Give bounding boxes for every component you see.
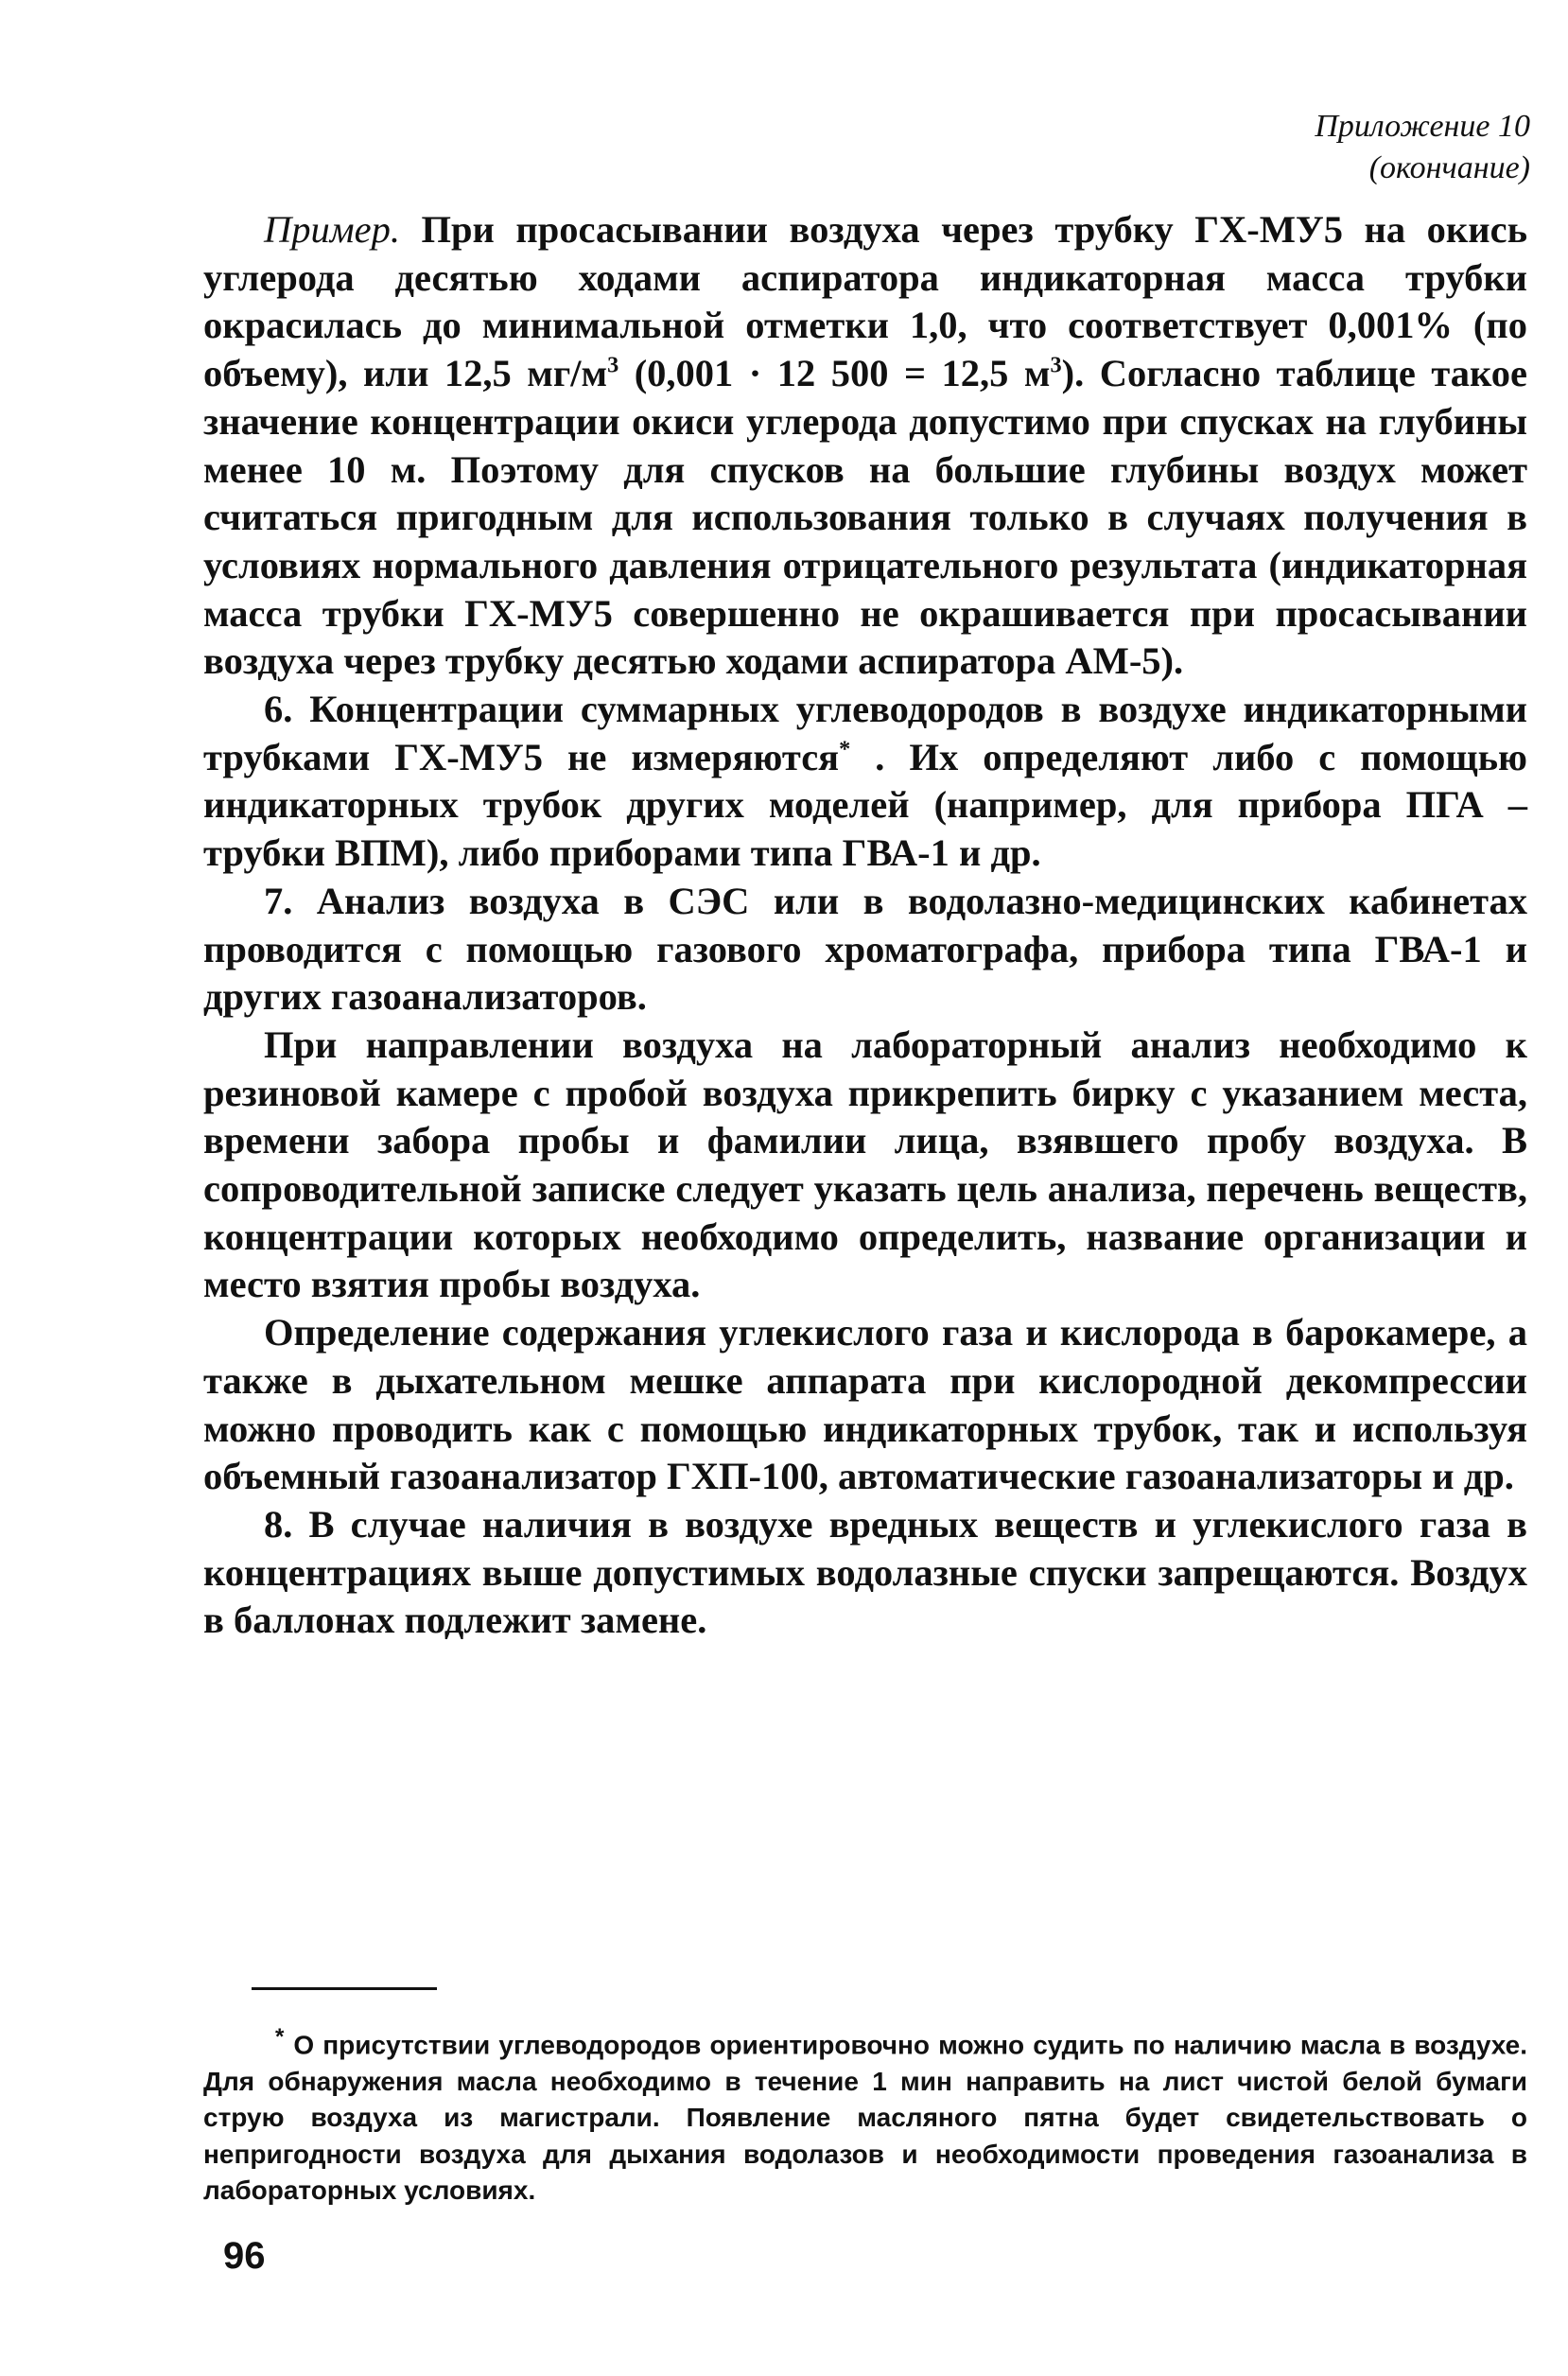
header-appendix: Приложение 10 xyxy=(1315,109,1530,144)
item-7-paragraph: 7. Анализ воздуха в СЭС или в водолазно-медицинских кабинетах проводится с помощью газового хроматографа, прибора типа ГВА-1 и других газоанализаторов. xyxy=(203,879,1527,1019)
example-paragraph xyxy=(203,206,1527,686)
item-6-paragraph xyxy=(203,686,1527,878)
example-text-b: (0,001 · 12 500 = 12,5 м xyxy=(618,352,1051,395)
example-sup-b: 3 xyxy=(1050,352,1062,378)
item-6-text-b: . Их определяют либо с помощью индикаторных трубок других моделей (например, для прибора ПГА – трубки ВПМ), либо приборами типа ГВА-1 и др. xyxy=(203,735,1527,875)
item-8-paragraph: 8. В случае наличия в воздухе вредных веществ и углекислого газа в концентрациях выше допустимых водолазные спуски запрещаются. Воздух в баллонах подлежит замене. xyxy=(203,1502,1527,1642)
footnote-rule xyxy=(252,1987,437,1990)
footnote xyxy=(203,2019,1527,2210)
page-number: 96 xyxy=(223,2235,266,2277)
main-text xyxy=(203,206,1527,1645)
example-text-c: ). Согласно таблице такое значение концентрации окиси углерода допустимо при спусках на глубины менее 10 м. Поэтому для спусков на большие глубины воздух может считаться пригодным для использования только в случаях получения в условиях нормального давления отрицательного результата (индикаторная масса трубки ГХ-МУ5 совершенно не окрашивается при просасывании воздуха через трубку десятью ходами аспиратора АМ-5). xyxy=(203,352,1527,683)
footnote-marker: * xyxy=(275,2024,285,2050)
example-sup-a: 3 xyxy=(607,352,619,378)
footnote-text: О присутствии углеводородов ориентировочно можно судить по наличию масла в воздухе. Для обнаружения масла необходимо в течение 1 мин направить на лист чистой белой бумаги струю воздуха из магистрали. Появление масляного пятна будет свидетельствовать о непригодности воздуха для дыхания водолазов и необходимости проведения газоанализа в лабораторных условиях. xyxy=(203,2030,1527,2206)
item-6-text-a: 6. Концентрации суммарных углеводородов в воздухе индикаторными трубками ГХ-МУ5 не измеряются xyxy=(203,688,1527,778)
header-continuation: (окончание) xyxy=(1368,150,1530,185)
footnote-reference[interactable]: * xyxy=(839,736,851,762)
example-lead: Пример. xyxy=(264,208,400,251)
running-header xyxy=(1315,106,1530,189)
example-text-a: При просасывании воздуха через трубку ГХ-МУ5 на окись углерода десятью ходами аспиратора индикаторная масса трубки окрасилась до минимальной отметки 1,0, что соответствует 0,001% (по объему), или 12,5 мг/м xyxy=(203,208,1527,395)
co2-paragraph: Определение содержания углекислого газа и кислорода в барокамере, а также в дыхательном мешке аппарата при кислородной декомпрессии можно проводить как с помощью индикаторных трубок, так и используя объемный газоанализатор ГХП-100, автоматические газоанализаторы и др. xyxy=(203,1311,1527,1498)
lab-analysis-paragraph: При направлении воздуха на лабораторный анализ необходимо к резиновой камере с пробой воздуха прикрепить бирку с указанием места, времени забора пробы и фамилии лица, взявшего пробу воздуха. В сопроводительной записке следует указать цель анализа, перечень веществ, концентрации которых необходимо определить, название организации и место взятия пробы воздуха. xyxy=(203,1022,1527,1306)
